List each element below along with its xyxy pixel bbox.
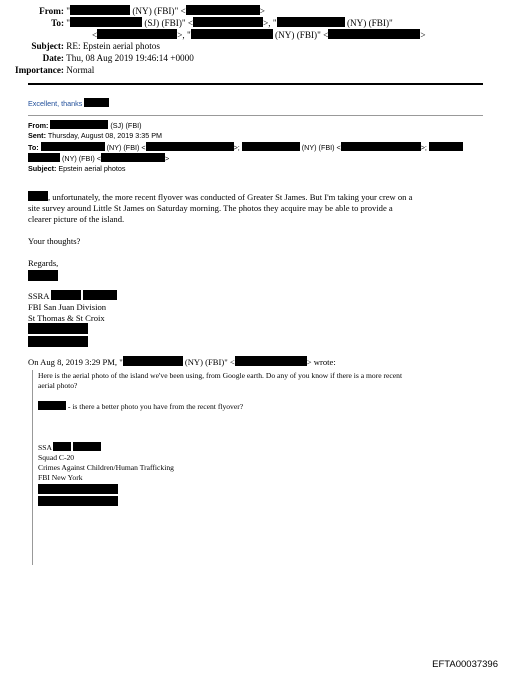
fwd-subject-line bbox=[28, 164, 126, 173]
redaction-box bbox=[186, 5, 260, 15]
redaction-box bbox=[28, 270, 58, 281]
quoted-header-c: > wrote: bbox=[306, 357, 336, 367]
fwd-to-sep2: >; bbox=[420, 143, 427, 152]
message-para2: Your thoughts? bbox=[28, 236, 81, 246]
quoted-body bbox=[38, 371, 402, 412]
header-from-close: > bbox=[259, 6, 265, 16]
redaction-box bbox=[70, 17, 142, 27]
header-to2-org: (NY) (FBI)" < bbox=[272, 30, 329, 40]
header-from-org: (NY) (FBI)" < bbox=[130, 6, 186, 16]
quoted-line2: aerial photo? bbox=[38, 381, 78, 390]
header-to-org2: (NY) (FBI)" bbox=[344, 18, 393, 28]
message-regards: Regards, bbox=[28, 258, 59, 268]
document-id: EFTA00037396 bbox=[432, 659, 498, 670]
header-importance-line bbox=[0, 65, 94, 75]
redaction-box bbox=[235, 356, 307, 366]
fwd-sent: Thursday, August 08, 2019 3:35 PM bbox=[47, 131, 162, 140]
quote-bar bbox=[32, 370, 33, 565]
redaction-box bbox=[101, 153, 165, 162]
header-date: Thu, 08 Aug 2019 19:46:14 +0000 bbox=[66, 53, 194, 63]
redaction-box bbox=[83, 290, 117, 300]
header-importance: Normal bbox=[66, 65, 95, 75]
sig-division: FBI San Juan Division bbox=[28, 301, 107, 312]
quoted-header-b: (NY) (FBI)" < bbox=[182, 357, 235, 367]
header-divider bbox=[28, 83, 483, 85]
redaction-box bbox=[38, 401, 66, 410]
header-subject: RE: Epstein aerial photos bbox=[66, 41, 160, 51]
fwd-subject-label: Subject: bbox=[28, 164, 57, 173]
fwd-from-label: From: bbox=[28, 121, 49, 130]
header-from-line bbox=[0, 5, 265, 16]
fwd-to-org2: (NY) (FBI) < bbox=[299, 143, 341, 152]
message-para1-l1: , unfortunately, the more recent flyover was conducted of Greater St James. But I'm taking your crew on a bbox=[48, 192, 413, 202]
redaction-box bbox=[341, 142, 421, 151]
fwd-sent-label: Sent: bbox=[28, 131, 46, 140]
redaction-box bbox=[191, 29, 273, 39]
qsig-title-line bbox=[38, 442, 174, 453]
fwd-from-org: (SJ) (FBI) bbox=[108, 121, 142, 130]
header-to2-sep: >, " bbox=[177, 30, 191, 40]
header-importance-label: Importance: bbox=[15, 65, 64, 75]
header-date-label: Date: bbox=[42, 53, 64, 63]
header-to2-open: < bbox=[92, 30, 98, 40]
fwd-to2-close: > bbox=[164, 154, 170, 163]
fwd-sent-line bbox=[28, 131, 162, 140]
header-to-label: To: bbox=[51, 18, 64, 28]
redaction-box bbox=[123, 356, 183, 366]
reply-line bbox=[28, 98, 109, 108]
header-to-org1: (SJ) (FBI)" < bbox=[142, 18, 194, 28]
redaction-box bbox=[53, 442, 71, 451]
redaction-box bbox=[28, 153, 60, 162]
redaction-box bbox=[242, 142, 300, 151]
reply-text: Excellent, thanks bbox=[28, 99, 83, 108]
redaction-box bbox=[146, 142, 234, 151]
fwd-to-sep1: >; bbox=[233, 143, 240, 152]
redaction-box bbox=[28, 191, 48, 201]
fwd-to-line2 bbox=[28, 153, 169, 163]
fwd-subject: Epstein aerial photos bbox=[58, 164, 126, 173]
qsig-office: FBI New York bbox=[38, 473, 83, 482]
quoted-header-a: On Aug 8, 2019 3:29 PM, " bbox=[28, 357, 123, 367]
sig-title: SSRA bbox=[28, 291, 50, 301]
quoted-line1: Here is the aerial photo of the island we've been using, from Google earth. Do any of you know if there is a more recent bbox=[38, 371, 403, 380]
fwd-to-org1: (NY) (FBI) < bbox=[104, 143, 146, 152]
redaction-box bbox=[328, 29, 420, 39]
redaction-box bbox=[51, 290, 81, 300]
redaction-box bbox=[277, 17, 345, 27]
redaction-box bbox=[41, 142, 105, 151]
redaction-box bbox=[28, 323, 88, 334]
redaction-box bbox=[38, 484, 118, 494]
qsig-squad: Squad C-20 bbox=[38, 453, 75, 462]
sig-title-line bbox=[28, 290, 117, 302]
header-subject-line bbox=[0, 41, 160, 51]
header-to-line bbox=[0, 17, 393, 28]
header-date-line bbox=[0, 53, 194, 63]
header-to-quote: " bbox=[66, 18, 71, 28]
quoted-header bbox=[28, 356, 336, 368]
message-para1 bbox=[28, 191, 412, 224]
qsig-title: SSA bbox=[38, 443, 52, 452]
quoted-line3-row bbox=[38, 401, 402, 412]
message-signature bbox=[28, 290, 117, 323]
header-subject-label: Subject: bbox=[31, 41, 64, 51]
fwd-to2-org: (NY) (FBI) < bbox=[60, 154, 101, 163]
header-to2-close: > bbox=[420, 30, 426, 40]
header-to-sep: >, " bbox=[263, 18, 277, 28]
quoted-spacer bbox=[38, 391, 402, 401]
fwd-to-line bbox=[28, 142, 463, 152]
redaction-box bbox=[50, 120, 108, 129]
message-para1-l3: clearer picture of the island. bbox=[28, 213, 125, 224]
message-para1-l2: site survey around Little St James on Saturday morning. The photos they acquire may be able to provide a bbox=[28, 202, 393, 213]
quoted-signature bbox=[38, 442, 174, 483]
quoted-line3: - is there a better photo you have from the recent flyover? bbox=[66, 402, 244, 411]
qsig-unit: Crimes Against Children/Human Trafficking bbox=[38, 463, 174, 472]
message-para1-line1 bbox=[28, 191, 412, 203]
header-from-quote: " bbox=[66, 6, 71, 16]
forward-divider bbox=[28, 115, 483, 116]
redaction-box bbox=[97, 29, 177, 39]
header-to-line2 bbox=[92, 29, 426, 40]
redaction-box bbox=[84, 98, 109, 107]
redaction-box bbox=[73, 442, 101, 451]
fwd-from-line bbox=[28, 120, 142, 130]
fwd-to-label: To: bbox=[28, 143, 39, 152]
redaction-box bbox=[193, 17, 263, 27]
redaction-box bbox=[38, 496, 118, 506]
redaction-box bbox=[429, 142, 463, 151]
sig-location: St Thomas & St Croix bbox=[28, 312, 105, 323]
redaction-box bbox=[70, 5, 130, 15]
redaction-box bbox=[28, 336, 88, 347]
header-from-label: From: bbox=[39, 6, 64, 16]
